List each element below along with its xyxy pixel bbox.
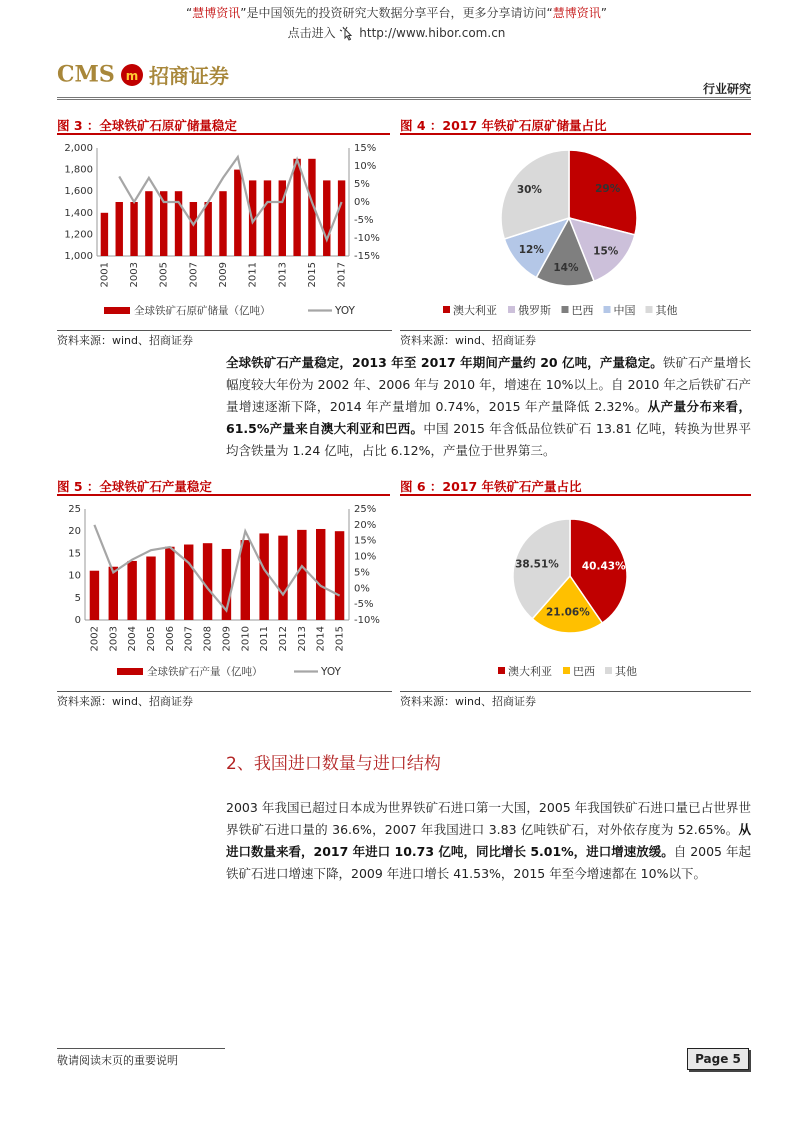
bar-2011 [259,533,268,620]
y-right-tick-label: 15% [354,143,377,154]
footer-note: 敬请阅读末页的重要说明 [57,1054,178,1067]
y-left-tick-label: 0 [74,615,81,626]
x-tick-label: 2011 [259,626,271,652]
x-tick-label: 2013 [296,626,308,652]
bar-2012 [278,536,287,620]
fig6-chart [400,497,751,687]
legend-swatch-bars [117,668,143,675]
legend-swatch [646,306,653,313]
y-right-tick-label: 10% [354,161,377,172]
bar-2002 [116,202,123,256]
y-right-tick-label: 5% [354,567,370,579]
bar-2005 [146,557,155,620]
promo-banner [0,4,793,21]
y-left-tick-label: 5 [74,592,81,604]
x-tick-label: 2005 [146,626,157,652]
legend-swatch [498,667,505,674]
fig4-bottom-rule [400,330,751,331]
bar-2006 [165,547,174,620]
para1-bold-1: 全球铁矿石产量稳定，2013 年至 2017 年期间产量约 20 亿吨，产量稳定。 [226,355,663,370]
x-tick-label: 2010 [240,626,252,652]
fig3-bottom-rule [57,330,392,331]
banner-text: ”是中国领先的投资研究大数据分享平台，更多分享请访问“ [240,6,553,20]
legend-swatch [508,306,515,313]
y-left-tick-label: 2,000 [64,143,93,154]
y-left-tick-label: 25 [68,504,81,515]
x-tick-label: 2002 [89,626,101,652]
legend-label-bars: 全球铁矿石原矿储量（亿吨） [134,305,271,317]
svg-text:m: m [125,68,139,83]
para2-text-1: 2003 年我国已超过日本成为世界铁矿石进口第一大国，2005 年我国铁矿石进口量已占世界世界铁矿石进口量的 36.6%，2007 年我国进口 3.83 亿吨铁矿石，对外依存度为 52.65%。 [226,800,751,837]
bar-2003 [109,567,118,620]
logo-emblem-icon [120,63,144,87]
y-right-tick-label: -5% [354,215,374,226]
legend-swatch [563,667,570,674]
bar-2003 [130,202,137,256]
header-divider [57,97,751,98]
y-left-tick-label: 10 [68,570,81,582]
bar-2012 [264,180,271,256]
bar-2008 [203,543,212,620]
x-tick-label: 2011 [247,262,259,288]
y-right-tick-label: 10% [354,551,377,563]
x-tick-label: 2007 [183,626,195,652]
y-right-tick-label: 15% [354,535,377,547]
page-number: Page 5 [687,1048,749,1070]
legend-swatch [604,306,611,313]
legend-swatch [562,306,569,313]
fig5-title: 图 5 ：全球铁矿石产量稳定 [57,479,212,494]
fig5-bottom-rule [57,691,392,692]
x-tick-label: 2014 [315,626,327,652]
y-left-tick-label: 1,600 [64,186,93,198]
fig6-title: 图 6 ：2017 年铁矿石产量占比 [400,479,582,494]
bar-2013 [297,530,306,620]
bar-2017 [338,180,345,256]
fig4-chart [400,136,751,326]
x-tick-label: 2009 [221,626,233,652]
pointer-click-icon [339,26,355,42]
fig4-title: 图 4 ：2017 年铁矿石原矿储量占比 [400,118,607,133]
fig3-title-rule [57,133,390,135]
x-tick-label: 2015 [334,626,346,652]
fig3-chart [57,136,392,326]
banner-brand-2[interactable]: 慧博资讯 [552,6,601,20]
fig4-source: 资料来源：wind、招商证券 [400,334,537,347]
x-tick-label: 2008 [202,626,214,652]
y-right-tick-label: -5% [354,599,374,611]
x-tick-label: 2006 [164,626,176,652]
fig6-source: 资料来源：wind、招商证券 [400,695,537,708]
y-left-tick-label: 15 [68,548,81,560]
legend-label: 其他 [615,665,637,678]
logo-cms: CMS [57,61,115,88]
slice-label: 38.51% [515,558,559,571]
section-tag: 行业研究 [702,82,751,96]
bar-2007 [190,202,197,256]
company-logo [57,60,229,88]
legend-swatch [443,306,450,313]
legend-label-bars: 全球铁矿石产量（亿吨） [147,666,263,678]
footer-rule [57,1048,225,1049]
slice-label: 15% [593,245,619,258]
legend-label: 中国 [613,304,636,317]
fig3-title: 图 3 ：全球铁矿石原矿储量稳定 [57,118,237,133]
bar-2016 [323,180,330,256]
legend-label-yoy: YOY [321,666,341,678]
slice-label: 21.06% [546,606,590,619]
fig3-source: 资料来源：wind、招商证券 [57,334,194,347]
legend-label: 澳大利亚 [508,665,552,678]
legend-label: 俄罗斯 [518,304,551,317]
y-right-tick-label: 0% [354,583,370,595]
x-tick-label: 2012 [278,626,289,652]
fig5-source: 资料来源：wind、招商证券 [57,695,194,708]
para2-text-2: 自 2005 年起铁矿石进口增速下降，2009 年进口增长 41.53%，2015 年至今增速都在 10%以下。 [226,844,751,881]
bar-2010 [241,540,250,620]
bar-2002 [90,571,99,620]
y-right-tick-label: 25% [354,504,377,515]
x-tick-label: 2003 [129,262,141,288]
y-right-tick-label: -10% [354,615,380,626]
x-tick-label: 2001 [99,262,111,288]
para1-text-1: 铁矿石产量增长幅度较大年份为 2002 年、2006 年与 2010 年，增速在 10%以上。自 2010 年之后铁矿石产量增速逐渐下降，2014 年产量增加 0.74%，2015 年产量降低 2.32%。 [226,355,751,414]
legend-label-yoy: YOY [335,305,355,317]
banner-quote-close: ” [600,6,607,20]
x-tick-label: 2013 [277,262,289,288]
bar-2008 [204,202,211,256]
para1-text-2: 中国 2015 年含低品位铁矿石 13.81 亿吨，转换为世界平均含铁量为 1.24 亿吨，占比 6.12%，产量位于世界第三。 [226,421,751,458]
bar-2009 [219,191,226,256]
fig6-title-rule [400,494,751,496]
paragraph-imports [226,797,751,885]
section-heading: 2、我国进口数量与进口结构 [226,754,441,774]
paragraph-production [226,352,751,462]
legend-label: 其他 [655,304,678,317]
bar-2014 [316,529,325,620]
logo-chinese: 招商证券 [148,64,229,88]
x-tick-label: 2005 [158,262,170,288]
para1-bold-2: 从产量分布来看，61.5%产量来自澳大利亚和巴西。 [226,399,751,436]
bar-2004 [145,191,152,256]
bar-2004 [127,561,136,620]
fig5-chart [57,497,392,687]
x-tick-label: 2009 [218,262,229,288]
bar-2014 [293,159,300,256]
legend-swatch-bars [104,307,130,314]
legend-label: 澳大利亚 [453,304,497,317]
banner-url-link[interactable]: http://www.hibor.com.cn [359,26,506,40]
y-left-tick-label: 1,800 [64,164,93,176]
y-left-tick-label: 1,200 [64,229,93,241]
bar-2007 [184,545,193,620]
y-right-tick-label: -15% [354,251,380,262]
y-left-tick-label: 1,400 [64,207,93,219]
bar-2001 [101,213,108,256]
y-right-tick-label: 5% [354,179,370,190]
banner-click-text: 点击进入 [287,26,336,40]
y-right-tick-label: 0% [354,197,370,208]
fig5-title-rule [57,494,390,496]
slice-label: 40.43% [581,560,626,573]
x-tick-label: 2003 [108,626,120,652]
promo-link-line [0,24,793,42]
y-left-tick-label: 1,000 [64,251,93,262]
x-tick-label: 2015 [306,262,318,288]
bar-2015 [335,531,344,620]
slice-label: 29% [595,182,621,195]
banner-quote-open: “ [186,6,193,20]
legend-swatch [605,667,612,674]
slice-label: 14% [553,261,579,274]
fig6-bottom-rule [400,691,751,692]
x-tick-label: 2004 [127,626,139,652]
y-right-tick-label: -10% [354,233,380,244]
header-divider-2 [57,99,751,100]
legend-label: 巴西 [573,665,595,678]
fig4-title-rule [400,133,751,135]
slice-label: 30% [516,184,542,197]
para2-bold-1: 从进口数量来看，2017 年进口 10.73 亿吨，同比增长 5.01%，进口增速放缓。 [226,822,751,859]
x-tick-label: 2017 [336,262,348,288]
slice-label: 12% [518,244,544,257]
bar-2010 [234,170,241,256]
legend-label: 巴西 [571,304,594,317]
y-right-tick-label: 20% [354,519,377,531]
x-tick-label: 2007 [188,262,200,288]
y-left-tick-label: 20 [68,526,81,538]
banner-brand[interactable]: 慧博资讯 [192,6,241,20]
